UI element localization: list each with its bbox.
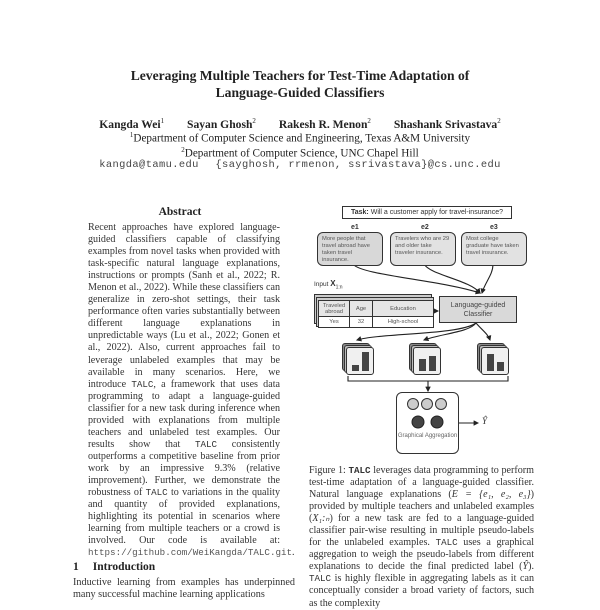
explanation-label: e3	[490, 224, 498, 231]
caption-text: leverages data programming to perform test-time adaptation of a language-guided classifier. Natural language explanations (	[309, 465, 534, 501]
abstract-text: , a framework that uses data programming to adapt a language-guided classifier for a new task during inference when provided with explanations from multiple teachers and unlabeled test examples. Our results show that	[88, 378, 280, 450]
caption-math: X₁:ₙ	[312, 513, 330, 525]
input-text: Input	[314, 281, 329, 288]
affil-marker: 1	[160, 117, 165, 125]
email[interactable]: {sayghosh, rrmenon, ssrivastava}@cs.unc.edu	[215, 159, 501, 171]
explanation-bubble: Most college graduate have taken travel insurance.	[461, 232, 527, 266]
aggregation-network-icon	[396, 392, 459, 454]
input-label	[314, 279, 343, 290]
bar-icon	[352, 365, 359, 371]
table-header: Education	[373, 301, 434, 317]
talc-name: TALC	[145, 487, 168, 499]
affil-marker: 2	[252, 117, 256, 125]
bar-icon	[419, 359, 426, 371]
talc-name: TALC	[309, 573, 332, 585]
explanation-bubble: Travelers who are 29 and older take traveler insurance.	[390, 232, 456, 266]
table-cell: 32	[350, 317, 373, 328]
introduction-body: Inductive learning from examples has underpinned many successful machine learning applications	[73, 577, 295, 600]
input-table	[318, 300, 434, 328]
abstract-text: Recent approaches have explored language-guided classifiers capable of classifying examples from novel tasks when provided with task-specific natural language explanations, instructions or prompts (Sanh et al., 2022; R. Menon et al., 2022). While these classifiers can generalize in zero-shot settings, their task performance often varies substantially between different language explanations in unpredictable ways (Lu et al., 2022; Gonen et al., 2022). Also, current approaches fail to leverage unlabeled examples that may be available in many scenarios. Here, we introduce	[88, 222, 280, 390]
caption-math: E = {e₁, e₂, e₃}	[451, 489, 531, 501]
affil-text: Department of Computer Science and Engineering, Texas A&M University	[133, 132, 471, 145]
input-symbol: X	[330, 279, 336, 288]
caption-prefix: Figure 1:	[309, 465, 349, 476]
caption-math: Ŷ	[522, 561, 529, 573]
input-subscript: 1:n	[335, 284, 343, 291]
bar-icon	[362, 352, 369, 371]
author-name: Shashank Srivastava	[393, 117, 498, 131]
caption-text: is highly flexible in aggregating labels as it can conceptually consider a broad variety of factors, such as the complexity	[309, 573, 534, 609]
caption-text: uses a graphical aggregation to weigh the pseudo-labels from different explanations to decide the final predicted label (	[309, 537, 534, 573]
author-name: Kangda Wei	[99, 117, 161, 131]
bar-icon	[429, 356, 436, 371]
talc-name: TALC	[194, 438, 218, 450]
abstract-text: to variations in the quality and quantity of provided explanations, highlighting its potential in scenarios where learning from multiple teachers or a crowd is involved. Our code is available at:	[88, 487, 280, 547]
abstract-heading: Abstract	[158, 206, 202, 218]
code-link[interactable]: https://github.com/WeiKangda/TALC.git	[88, 547, 292, 559]
affil-number: 1	[129, 131, 134, 139]
section-number: 1	[73, 561, 79, 573]
affil-marker: 2	[497, 117, 501, 125]
task-label: Task:	[350, 209, 369, 216]
caption-text: ) for a new task are fed to a language-guided classifier pair-wise resulting in multiple pseudo-labels for the unlabeled examples.	[309, 513, 534, 549]
caption-text: ).	[528, 561, 534, 573]
table-header: Traveled abroad	[319, 301, 350, 317]
caption-text: ) provided by multiple teachers and unlabeled examples (	[309, 489, 534, 525]
talc-name: TALC	[131, 378, 154, 390]
bar-icon	[487, 354, 494, 371]
affil-marker: 2	[367, 117, 371, 125]
email[interactable]: kangda@tamu.edu	[99, 159, 199, 171]
talc-name: TALC	[348, 465, 371, 476]
affil-text: Department of Computer Science, UNC Chapel Hill	[184, 147, 419, 160]
title-line-2: Language-Guided Classifiers	[215, 85, 385, 100]
explanation-label: e1	[351, 224, 359, 231]
predicted-label: Ŷ	[482, 416, 488, 426]
table-cell: High-school	[373, 317, 434, 328]
pseudo-label-card-3	[481, 347, 509, 375]
table-header: Age	[350, 301, 373, 317]
aggregation-label: Graphical Aggregation	[397, 433, 458, 439]
abstract-text: consistently outperforms a competitive baseline from prior work by an impressive 9.3% (relative improvement). Further, we demonstrate the robustness of	[88, 438, 280, 499]
abstract-text: .	[292, 547, 295, 559]
title-line-1: Leveraging Multiple Teachers for Test-Time Adaptation of	[130, 68, 470, 83]
author-name: Sayan Ghosh	[187, 117, 253, 131]
section-title: Introduction	[92, 561, 156, 573]
explanation-label: e2	[421, 224, 429, 231]
table-cell: Yes	[319, 317, 350, 328]
talc-name: TALC	[435, 537, 458, 549]
explanation-bubble: More people that travel abroad have taken travel insurance.	[317, 232, 383, 266]
author-name: Rakesh R. Menon	[278, 117, 368, 131]
pseudo-label-card-1	[346, 347, 374, 375]
language-guided-classifier-box: Language-guided Classifier	[439, 296, 517, 323]
figure-caption	[309, 465, 534, 610]
bar-icon	[497, 362, 504, 371]
affil-number: 2	[181, 146, 185, 154]
task-text: Will a customer apply for travel-insurance?	[370, 209, 503, 216]
pseudo-label-card-2	[413, 347, 441, 375]
